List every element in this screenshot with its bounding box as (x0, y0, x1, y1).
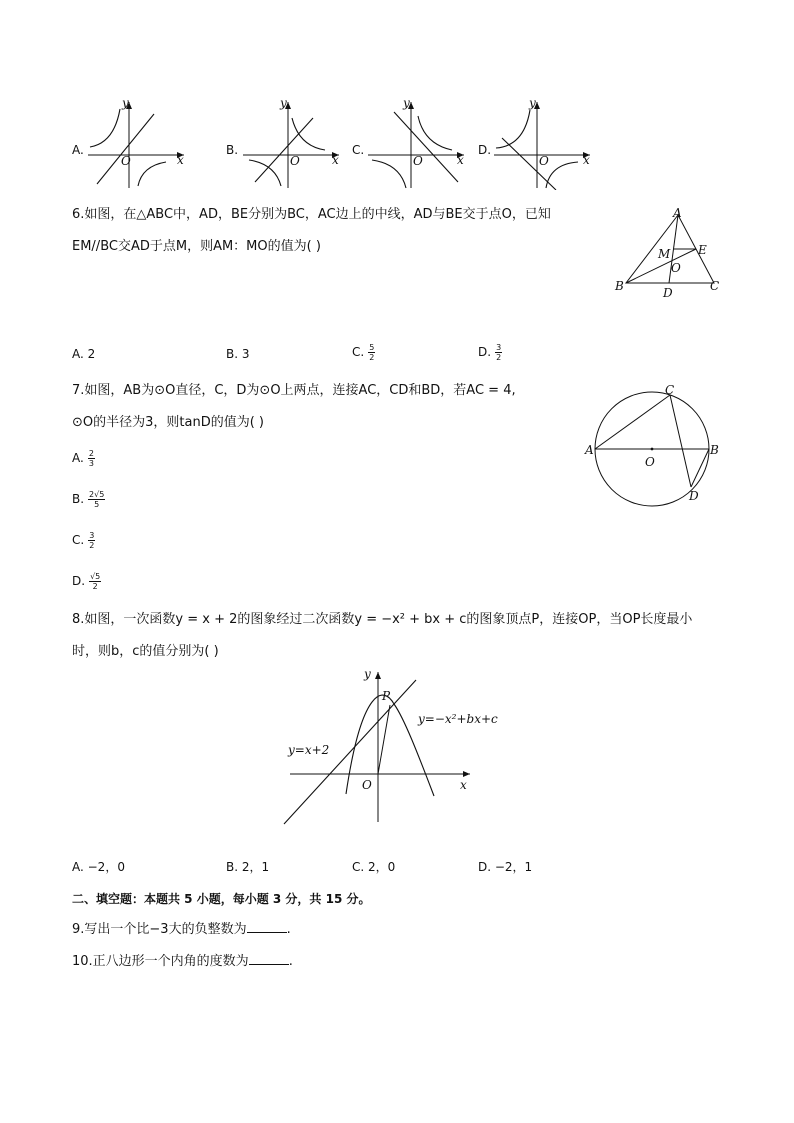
q8-stem-line1: 8.如图，一次函数y = x + 2的图象经过二次函数y = −x² + bx + c的图象顶点P，连接OP，当OP长度最小 (72, 612, 693, 627)
q7-label-c: C (665, 383, 675, 397)
q5-a-origin: O (121, 154, 131, 168)
q5-d-axis-y: y (529, 98, 536, 110)
q10-end: . (288, 954, 293, 969)
q8-option-b[interactable]: B. 2，1 (226, 860, 270, 874)
q6-option-c-num: 5 (369, 343, 375, 352)
q6-option-b[interactable]: B. 3 (226, 347, 250, 361)
q5-a-axis-x: x (177, 153, 184, 167)
q8-label-x: x (460, 778, 467, 792)
q6-option-c-label: C. (352, 345, 365, 359)
q7-option-a[interactable] (72, 449, 95, 468)
q7-option-a-label: A. (72, 451, 84, 465)
q7-label-d: D (689, 489, 699, 503)
q8-label-p: P (382, 689, 391, 703)
q9-end: . (286, 922, 291, 937)
q6-option-d[interactable] (478, 343, 502, 362)
q7-option-c-den: 2 (89, 541, 95, 550)
q8-option-d[interactable]: D. −2，1 (478, 860, 533, 874)
q6-option-c-den: 2 (369, 353, 375, 362)
q6-triangle-figure (612, 202, 722, 302)
q8-label-y: y (364, 667, 371, 681)
q8-option-a[interactable]: A. −2，0 (72, 860, 125, 874)
q6-label-c: C (710, 279, 720, 293)
q8-function-graph (280, 662, 530, 828)
q5-graph-a (88, 98, 198, 190)
q6-label-d: D (663, 286, 673, 300)
q6-stem-line2: EM//BC交AD于点M，则AM：MO的值为( ) (72, 239, 321, 254)
q7-label-o: O (645, 455, 655, 469)
q5-option-c-label[interactable]: C. (352, 143, 365, 157)
q7-option-c-label: C. (72, 533, 85, 547)
q7-option-d-num: √5 (90, 572, 101, 581)
q5-graph-d (494, 98, 604, 190)
q6-option-c[interactable] (352, 343, 375, 362)
q7-stem-line2: ⊙O的半径为3，则tanD的值为( ) (72, 415, 264, 430)
q5-d-origin: O (539, 154, 549, 168)
q9-text: 9.写出一个比−3大的负整数为 (72, 922, 247, 937)
q5-d-axis-x: x (583, 153, 590, 167)
q8-option-c[interactable]: C. 2，0 (352, 860, 396, 874)
q5-c-axis-y: y (403, 98, 410, 110)
q6-label-m: M (658, 247, 671, 261)
q6-label-b: B (615, 279, 624, 293)
q7-label-a: A (585, 443, 594, 457)
q6-label-e: E (698, 243, 707, 257)
q6-option-d-label: D. (478, 345, 492, 359)
q7-option-b-label: B. (72, 492, 85, 506)
q5-a-axis-y: y (122, 98, 129, 110)
q7-stem-line1: 7.如图，AB为⊙O直径，C，D为⊙O上两点，连接AC，CD和BD，若AC = 4, (72, 383, 516, 398)
q9-answer-blank[interactable] (247, 920, 287, 933)
q9-question (72, 920, 291, 939)
q7-option-a-den: 3 (88, 459, 94, 468)
q5-graph-b (243, 98, 353, 190)
q8-label-o: O (362, 778, 372, 792)
q6-label-a: A (673, 206, 682, 220)
q5-option-d-label[interactable]: D. (478, 143, 492, 157)
q5-option-b-label[interactable]: B. (226, 143, 239, 157)
q7-label-b: B (710, 443, 719, 457)
q7-option-c-num: 3 (89, 531, 95, 540)
section-2-heading: 二、填空题：本题共 5 小题，每小题 3 分，共 15 分。 (72, 892, 371, 906)
q10-text: 10.正八边形一个内角的度数为 (72, 954, 249, 969)
q7-option-b-num: 2√5 (89, 490, 105, 499)
q7-option-b-den: 5 (94, 500, 100, 509)
q6-label-o: O (671, 261, 681, 275)
q6-option-a[interactable]: A. 2 (72, 347, 96, 361)
q10-question (72, 952, 293, 971)
q6-option-d-den: 2 (496, 353, 502, 362)
q10-answer-blank[interactable] (249, 952, 289, 965)
q8-stem-line2: 时，则b，c的值分别为( ) (72, 644, 219, 659)
q7-option-a-num: 2 (88, 449, 94, 458)
q5-c-axis-x: x (457, 153, 464, 167)
q7-option-d-label: D. (72, 574, 86, 588)
q8-line-label: y=x+2 (288, 743, 330, 757)
q8-parabola-label: y=−x²+bx+c (418, 712, 498, 726)
q7-option-d-den: 2 (92, 582, 98, 591)
q5-b-origin: O (290, 154, 300, 168)
q5-option-a-label[interactable]: A. (72, 143, 84, 157)
q5-c-origin: O (413, 154, 423, 168)
q6-option-d-num: 3 (496, 343, 502, 352)
q5-graph-c (368, 98, 478, 190)
q5-b-axis-y: y (280, 98, 287, 110)
q7-option-c[interactable] (72, 531, 95, 550)
q7-option-d[interactable] (72, 572, 101, 591)
q6-stem-line1: 6.如图，在△ABC中，AD，BE分别为BC，AC边上的中线，AD与BE交于点O，已知 (72, 207, 551, 222)
q5-b-axis-x: x (332, 153, 339, 167)
q7-option-b[interactable] (72, 490, 105, 509)
q7-circle-figure (580, 382, 720, 508)
